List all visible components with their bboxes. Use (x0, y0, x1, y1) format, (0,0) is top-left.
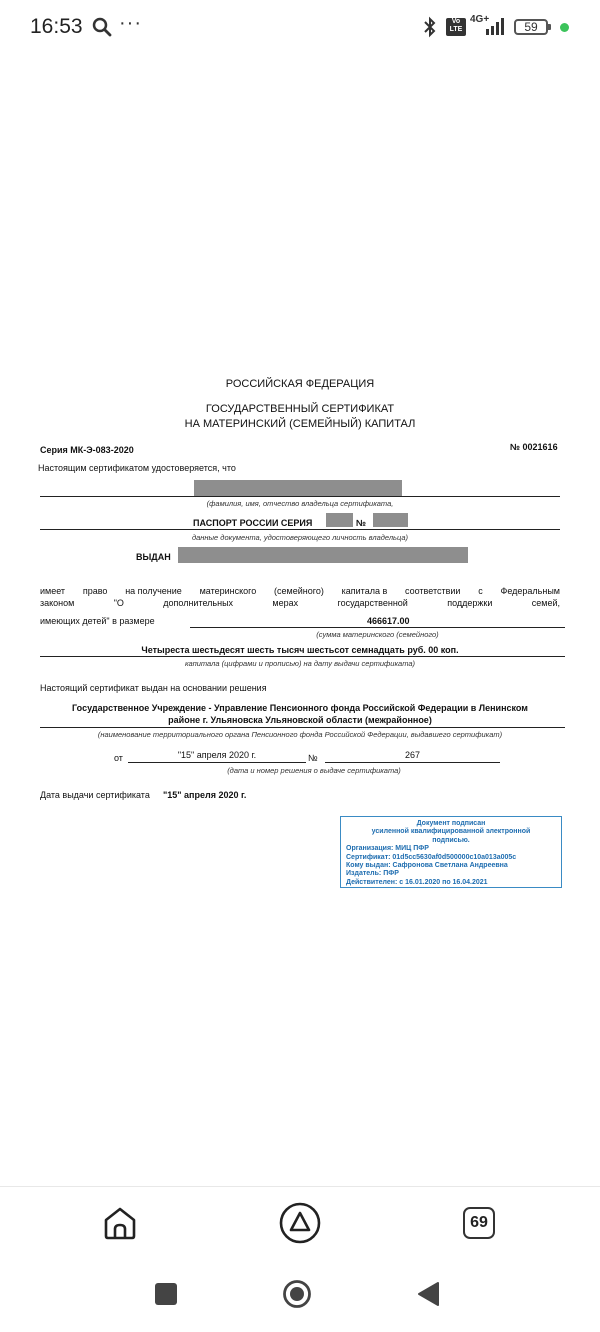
word: (семейного) (274, 586, 324, 596)
signal-icon (484, 17, 508, 35)
word: законом (40, 598, 75, 608)
volte-icon: Vo LTE (446, 18, 466, 36)
decision-date-line (128, 762, 306, 763)
doc-certifies: Настоящим сертификатом удостоверяется, что (38, 463, 236, 473)
word: имеет (40, 586, 66, 596)
stamp-line1: Документ подписан (416, 820, 486, 827)
amount-in-words: Четыреста шестьдесят шесть тысяч шестьсот семнадцать руб. 00 коп. (141, 645, 459, 655)
recents-button[interactable] (155, 1283, 177, 1305)
alice-assistant-icon[interactable] (279, 1202, 321, 1244)
battery-icon (514, 19, 548, 35)
status-time: 16:53 (30, 15, 83, 38)
caption-org: (наименование территориального органа Пенсионного фонда Российской Федерации, выдавшего сертификат) (97, 730, 503, 739)
word: мерах (272, 598, 299, 608)
redacted-issued-by (178, 547, 468, 563)
certificate-document (30, 370, 570, 890)
passport-no-label: № (356, 518, 367, 528)
word: на получение (125, 586, 182, 596)
rights-text-line3: имеющих детей" в размере (40, 616, 155, 626)
doc-country: РОССИЙСКАЯ ФЕДЕРАЦИЯ (225, 378, 375, 390)
privacy-indicator (560, 23, 569, 32)
org-line (40, 727, 565, 728)
word: с (478, 586, 483, 596)
passport-label: ПАСПОРТ РОССИИ СЕРИЯ (193, 518, 313, 528)
word: материнского (199, 586, 257, 596)
passport-line (40, 529, 560, 530)
decision-date: "15" апреля 2020 г. (177, 750, 257, 760)
stamp-cert: Сертификат: 01d5cc5630af0d500000c10a013a005c (346, 853, 517, 861)
doc-title-line1: ГОСУДАРСТВЕННЫЙ СЕРТИФИКАТ (205, 403, 395, 415)
owner-line (40, 496, 560, 497)
tabs-count: 69 (470, 1214, 488, 1231)
amount-words-line (40, 656, 565, 657)
stamp-line2: усиленной квалифицированной электронной (371, 828, 531, 836)
redacted-owner-name (194, 480, 402, 496)
org-line2: районе г. Ульяновска Ульяновской области (межрайонное) (168, 715, 432, 725)
caption-amount: (сумма материнского (семейного) (316, 630, 439, 639)
word: право (82, 586, 108, 596)
word: поддержки (447, 598, 493, 608)
decision-number: 267 (404, 750, 421, 760)
doc-number: № 0021616 (510, 442, 558, 452)
caption-passport: данные документа, удостоверяющего личность владельца) (191, 533, 409, 542)
word: соответствии (405, 586, 461, 596)
stamp-org: Организация: МИЦ ПФР (346, 845, 429, 853)
basis-text: Настоящий сертификат выдан на основании решения (40, 683, 267, 693)
rights-text-line2 (40, 598, 560, 608)
back-button[interactable] (416, 1281, 440, 1307)
caption-amount-words: капитала (цифрами и прописью) на дату выдачи сертификата) (184, 659, 416, 668)
redacted-passport-series (326, 513, 353, 527)
search-icon[interactable] (92, 17, 112, 37)
tabs-count-button[interactable] (463, 1207, 495, 1239)
issue-date: "15" апреля 2020 г. (163, 790, 247, 800)
network-type: 4G+ (470, 14, 490, 25)
word: дополнительных (163, 598, 234, 608)
more-icon[interactable]: ··· (119, 12, 142, 34)
bluetooth-icon (422, 16, 438, 38)
decision-no-label: № (308, 753, 318, 763)
system-home-button[interactable] (282, 1279, 312, 1309)
home-icon[interactable] (102, 1205, 138, 1241)
word: "О (113, 598, 124, 608)
word: капитала в (341, 586, 388, 596)
caption-owner: (фамилия, имя, отчество владельца сертификата, (206, 499, 394, 508)
word: государственной (337, 598, 408, 608)
certificate-amount: 466617.00 (367, 616, 410, 626)
from-label: от (114, 753, 123, 763)
stamp-valid: Действителен: с 16.01.2020 по 16.04.2021 (346, 878, 488, 886)
word: Федеральным (500, 586, 560, 596)
doc-series: Серия МК-Э-083-2020 (40, 445, 134, 455)
rights-text-line1 (40, 586, 560, 596)
word: семей, (531, 598, 560, 608)
doc-title-line2: НА МАТЕРИНСКИЙ (СЕМЕЙНЫЙ) КАПИТАЛ (184, 418, 416, 430)
org-line1: Государственное Учреждение - Управление Пенсионного фонда Российской Федерации в Ленинском (72, 703, 528, 713)
stamp-to: Кому выдан: Сафронова Светлана Андреевна (346, 862, 508, 870)
caption-decision: (дата и номер решения о выдаче сертификата) (227, 766, 401, 775)
battery-level: 59 (524, 20, 538, 34)
redacted-passport-number (373, 513, 408, 527)
issued-label: ВЫДАН (136, 552, 171, 562)
stamp-issuer: Издатель: ПФР (346, 870, 399, 878)
issue-date-label: Дата выдачи сертификата (40, 790, 150, 800)
e-signature-stamp (340, 816, 562, 888)
amount-line (190, 627, 565, 628)
stamp-line3: подписью. (432, 836, 470, 844)
nav-divider (0, 1186, 600, 1187)
decision-no-line (325, 762, 500, 763)
status-bar (0, 0, 600, 56)
